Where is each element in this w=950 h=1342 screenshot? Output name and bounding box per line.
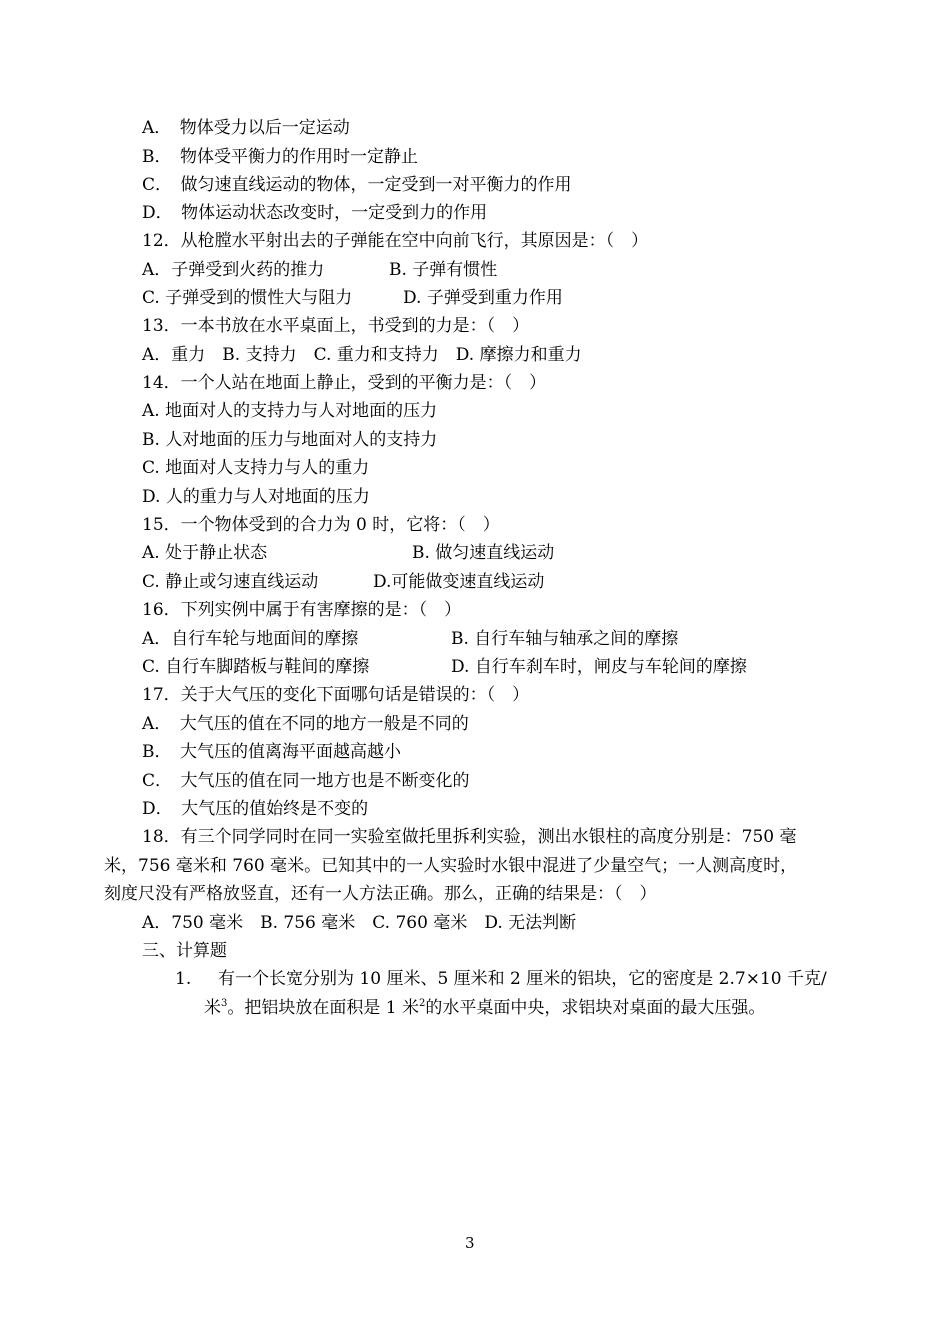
q15-option-a: A. 处于静止状态 xyxy=(142,543,268,563)
q12-option-a: A．子弹受到火药的推力 xyxy=(142,260,325,280)
q13-options: A．重力 B. 支持力 C. 重力和支持力 D. 摩擦力和重力 xyxy=(142,345,582,365)
q15-option-b: B. 做匀速直线运动 xyxy=(412,543,555,563)
q11-option-b: B． 物体受平衡力的作用时一定静止 xyxy=(142,147,418,167)
q17-stem: 17．关于大气压的变化下面哪句话是错误的：（ ） xyxy=(142,685,530,705)
q14-option-c: C. 地面对人支持力与人的重力 xyxy=(142,458,370,478)
q16-stem: 16．下列实例中属于有害摩擦的是：（ ） xyxy=(142,600,462,620)
q15-stem: 15．一个物体受到的合力为 0 时，它将：（ ） xyxy=(142,515,500,535)
superscript-3: 3 xyxy=(221,998,228,1009)
q14-option-d: D. 人的重力与人对地面的压力 xyxy=(142,487,370,507)
calc-q1-number: 1. xyxy=(175,969,192,989)
q18-stem-line3: 刻度尺没有严格放竖直，还有一人方法正确。那么，正确的结果是：（ ） xyxy=(104,884,657,904)
q16-option-b: B. 自行车轴与轴承之间的摩擦 xyxy=(451,629,679,649)
q14-stem: 14．一个人站在地面上静止，受到的平衡力是：（ ） xyxy=(142,373,547,393)
q14-option-a: A. 地面对人的支持力与人对地面的压力 xyxy=(142,401,438,421)
q15-option-d: D.可能做变速直线运动 xyxy=(373,572,545,592)
calc-q1-text-a: 米 xyxy=(204,998,221,1018)
calc-q1-line2 xyxy=(204,998,765,1018)
q12-option-c: C. 子弹受到的惯性大与阻力 xyxy=(142,288,353,308)
q18-stem-line1: 18．有三个同学同时在同一实验室做托里拆利实验，测出水银柱的高度分别是：750 毫 xyxy=(142,827,797,847)
calc-q1-text-c: 的水平桌面中央，求铝块对桌面的最大压强。 xyxy=(425,998,766,1018)
q12-option-b: B. 子弹有惯性 xyxy=(389,260,498,280)
page-number: 3 xyxy=(465,1234,475,1252)
q16-option-c: C. 自行车脚踏板与鞋间的摩擦 xyxy=(142,657,370,677)
q18-options: A．750 毫米 B. 756 毫米 C. 760 毫米 D. 无法判断 xyxy=(142,913,577,933)
q16-option-a: A．自行车轮与地面间的摩擦 xyxy=(142,629,359,649)
superscript-2: 2 xyxy=(419,998,426,1009)
q11-option-c: C． 做匀速直线运动的物体，一定受到一对平衡力的作用 xyxy=(142,175,572,195)
q17-option-b: B． 大气压的值离海平面越高越小 xyxy=(142,742,401,762)
q12-option-d: D. 子弹受到重力作用 xyxy=(403,288,563,308)
q14-option-b: B. 人对地面的压力与地面对人的支持力 xyxy=(142,430,438,450)
q12-stem: 12．从枪膛水平射出去的子弹能在空中向前飞行，其原因是：（ ） xyxy=(142,231,649,251)
q11-option-a: A． 物体受力以后一定运动 xyxy=(142,118,350,138)
calc-q1-text-b: 。把铝块放在面积是 1 米 xyxy=(227,998,419,1018)
q18-stem-line2: 米，756 毫米和 760 毫米。已知其中的一人实验时水银中混进了少量空气；一人测高度时， xyxy=(104,856,798,876)
q13-stem: 13．一本书放在水平桌面上，书受到的力是：（ ） xyxy=(142,316,530,336)
q11-option-d: D． 物体运动状态改变时，一定受到力的作用 xyxy=(142,203,488,223)
q17-option-c: C． 大气压的值在同一地方也是不断变化的 xyxy=(142,771,470,791)
q17-option-a: A． 大气压的值在不同的地方一般是不同的 xyxy=(142,714,469,734)
q16-option-d: D. 自行车刹车时，闸皮与车轮间的摩擦 xyxy=(451,657,747,677)
calc-q1-line1: 有一个长宽分别为 10 厘米、5 厘米和 2 厘米的铝块，它的密度是 2.7×10 千克/ xyxy=(218,969,827,989)
q15-option-c: C. 静止或匀速直线运动 xyxy=(142,572,319,592)
section-heading-calculation: 三、计算题 xyxy=(142,941,227,961)
q17-option-d: D． 大气压的值始终是不变的 xyxy=(142,799,369,819)
